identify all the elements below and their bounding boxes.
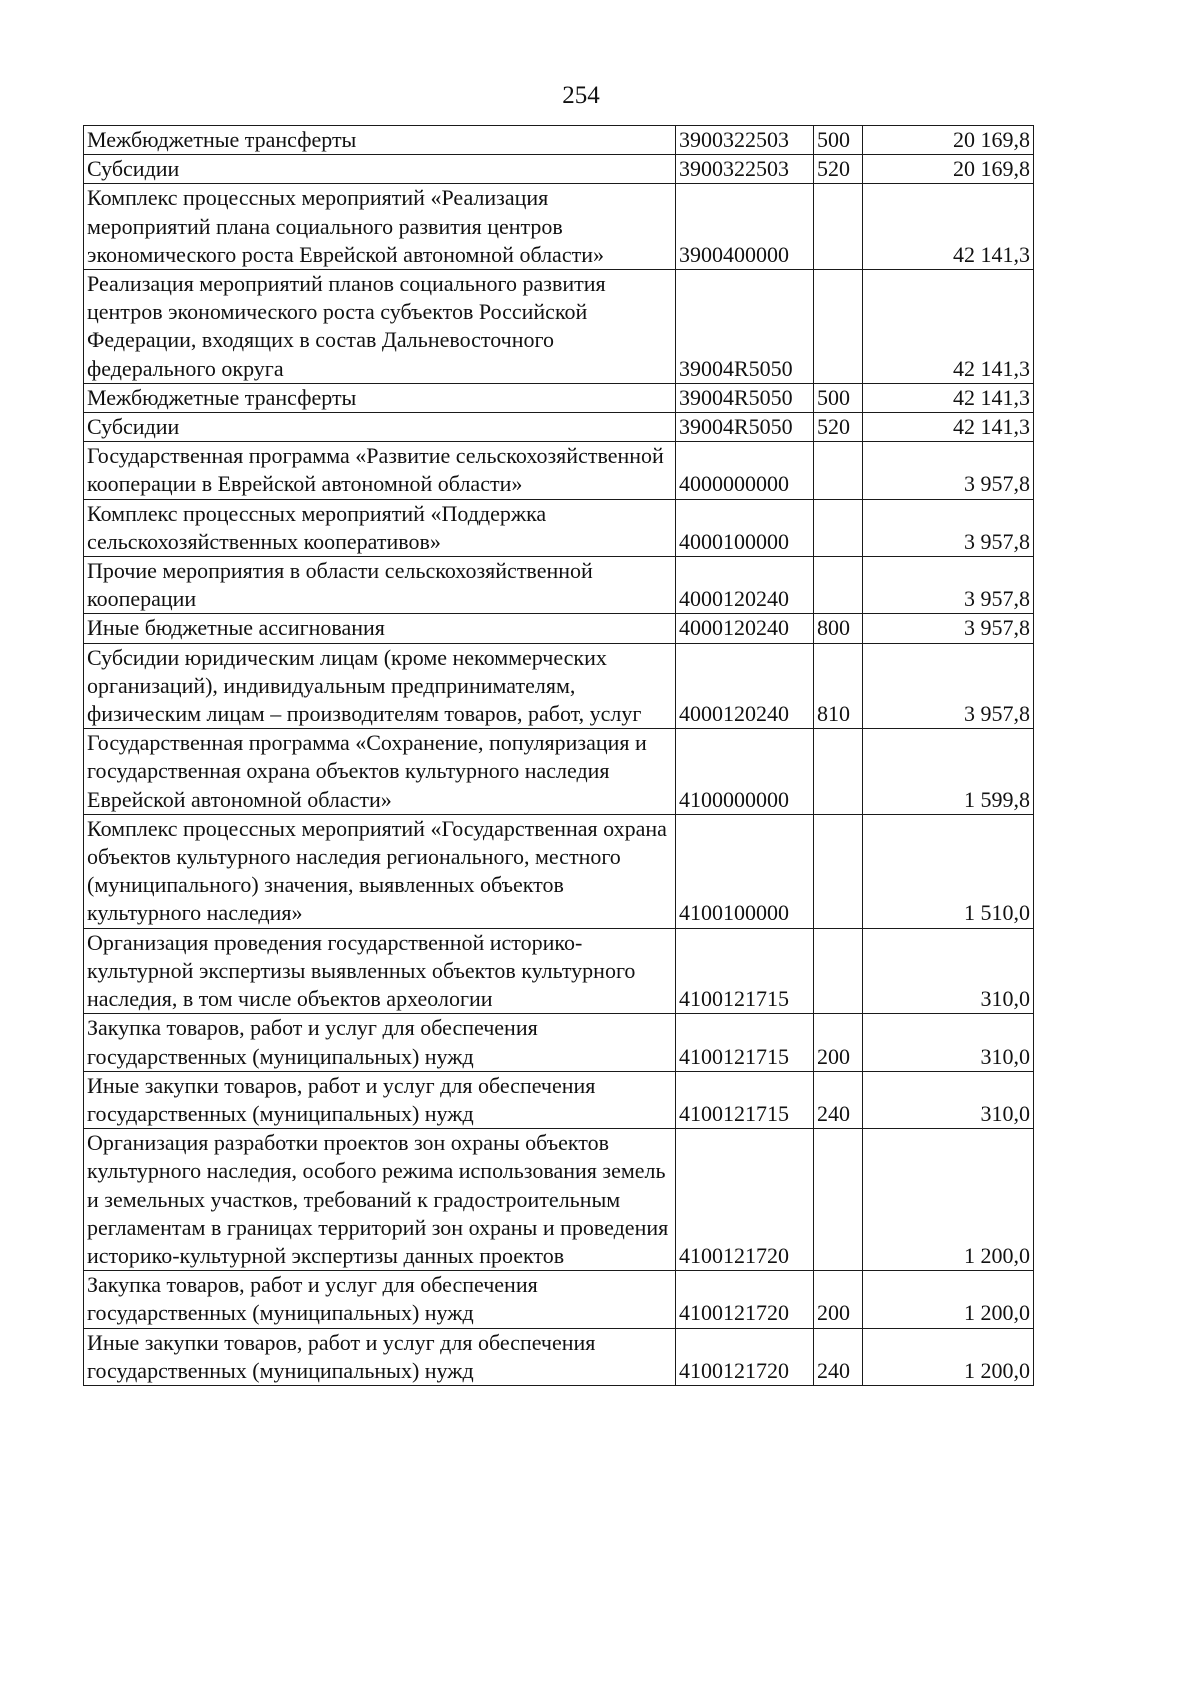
- row-sum: 1 599,8: [863, 729, 1034, 815]
- table-row: [84, 442, 1034, 499]
- row-code: 4000000000: [676, 442, 814, 499]
- row-name: Закупка товаров, работ и услуг для обеспечения государственных (муниципальных) нужд: [84, 1014, 676, 1071]
- row-name: Иные бюджетные ассигнования: [84, 614, 676, 643]
- row-expense-type: [814, 557, 863, 614]
- row-sum: 1 200,0: [863, 1271, 1034, 1328]
- row-sum: 310,0: [863, 1071, 1034, 1128]
- row-sum: 3 957,8: [863, 614, 1034, 643]
- row-expense-type: [814, 442, 863, 499]
- table-row: [84, 1328, 1034, 1385]
- row-name: Комплекс процессных мероприятий «Поддержка сельскохозяйственных кооперативов»: [84, 499, 676, 556]
- row-code: 4000100000: [676, 499, 814, 556]
- row-expense-type: [814, 499, 863, 556]
- table-row: [84, 126, 1034, 155]
- row-expense-type: 810: [814, 643, 863, 729]
- row-code: 4100100000: [676, 814, 814, 928]
- row-sum: 1 200,0: [863, 1328, 1034, 1385]
- row-expense-type: [814, 1129, 863, 1271]
- row-sum: 20 169,8: [863, 126, 1034, 155]
- row-code: 4100000000: [676, 729, 814, 815]
- row-sum: 42 141,3: [863, 383, 1034, 412]
- row-name: Комплекс процессных мероприятий «Реализация мероприятий плана социального развития центров экономического роста Еврейской автономной области»: [84, 184, 676, 270]
- table-row: [84, 1129, 1034, 1271]
- row-sum: 310,0: [863, 1014, 1034, 1071]
- row-sum: 3 957,8: [863, 499, 1034, 556]
- row-expense-type: 200: [814, 1014, 863, 1071]
- row-code: 4100121715: [676, 1071, 814, 1128]
- row-expense-type: 500: [814, 126, 863, 155]
- row-sum: 3 957,8: [863, 557, 1034, 614]
- row-name: Комплекс процессных мероприятий «Государственная охрана объектов культурного наследия регионального, местного (муниципального) значения, выявленных объектов культурного наследия»: [84, 814, 676, 928]
- table-row: [84, 499, 1034, 556]
- row-code: 39004R5050: [676, 270, 814, 384]
- row-name: Субсидии: [84, 413, 676, 442]
- row-expense-type: 800: [814, 614, 863, 643]
- row-expense-type: 200: [814, 1271, 863, 1328]
- row-sum: 1 510,0: [863, 814, 1034, 928]
- row-sum: 42 141,3: [863, 270, 1034, 384]
- row-sum: 42 141,3: [863, 413, 1034, 442]
- row-sum: 1 200,0: [863, 1129, 1034, 1271]
- table-row: [84, 383, 1034, 412]
- row-expense-type: [814, 270, 863, 384]
- row-expense-type: 520: [814, 155, 863, 184]
- table-row: [84, 928, 1034, 1014]
- row-sum: 20 169,8: [863, 155, 1034, 184]
- row-code: 3900322503: [676, 126, 814, 155]
- row-expense-type: 240: [814, 1328, 863, 1385]
- row-name: Государственная программа «Сохранение, популяризация и государственная охрана объектов культурного наследия Еврейской автономной области»: [84, 729, 676, 815]
- row-name: Субсидии: [84, 155, 676, 184]
- row-code: 3900322503: [676, 155, 814, 184]
- row-name: Закупка товаров, работ и услуг для обеспечения государственных (муниципальных) нужд: [84, 1271, 676, 1328]
- row-code: 4000120240: [676, 643, 814, 729]
- table-row: [84, 614, 1034, 643]
- row-expense-type: 240: [814, 1071, 863, 1128]
- row-expense-type: [814, 184, 863, 270]
- row-name: Прочие мероприятия в области сельскохозяйственной кооперации: [84, 557, 676, 614]
- table-row: [84, 814, 1034, 928]
- table-row: [84, 184, 1034, 270]
- row-expense-type: [814, 814, 863, 928]
- row-name: Организация проведения государственной историко-культурной экспертизы выявленных объектов культурного наследия, в том числе объектов археологии: [84, 928, 676, 1014]
- row-expense-type: [814, 729, 863, 815]
- table-row: [84, 1071, 1034, 1128]
- row-code: 4100121720: [676, 1328, 814, 1385]
- row-name: Иные закупки товаров, работ и услуг для обеспечения государственных (муниципальных) нужд: [84, 1071, 676, 1128]
- table-row: [84, 557, 1034, 614]
- budget-table-body: [84, 126, 1034, 1386]
- row-name: Иные закупки товаров, работ и услуг для обеспечения государственных (муниципальных) нужд: [84, 1328, 676, 1385]
- row-code: 4100121715: [676, 928, 814, 1014]
- table-row: [84, 1271, 1034, 1328]
- row-sum: 42 141,3: [863, 184, 1034, 270]
- row-code: 4100121720: [676, 1271, 814, 1328]
- row-sum: 3 957,8: [863, 442, 1034, 499]
- row-expense-type: [814, 928, 863, 1014]
- table-row: [84, 1014, 1034, 1071]
- table-row: [84, 413, 1034, 442]
- row-name: Межбюджетные трансферты: [84, 383, 676, 412]
- budget-table: [83, 125, 1034, 1386]
- row-expense-type: 500: [814, 383, 863, 412]
- row-expense-type: 520: [814, 413, 863, 442]
- row-code: 4000120240: [676, 557, 814, 614]
- row-name: Реализация мероприятий планов социального развития центров экономического роста субъектов Российской Федерации, входящих в состав Дальневосточного федерального округа: [84, 270, 676, 384]
- page-number: 254: [562, 82, 600, 109]
- row-code: 39004R5050: [676, 413, 814, 442]
- row-name: Организация разработки проектов зон охраны объектов культурного наследия, особого режима использования земель и земельных участков, требований к градостроительным регламентам в границах территорий зон охраны и проведения историко-культурной экспертизы данных проектов: [84, 1129, 676, 1271]
- table-row: [84, 643, 1034, 729]
- row-code: 4100121720: [676, 1129, 814, 1271]
- row-code: 3900400000: [676, 184, 814, 270]
- row-name: Межбюджетные трансферты: [84, 126, 676, 155]
- row-name: Государственная программа «Развитие сельскохозяйственной кооперации в Еврейской автономной области»: [84, 442, 676, 499]
- table-row: [84, 270, 1034, 384]
- row-sum: 3 957,8: [863, 643, 1034, 729]
- row-code: 39004R5050: [676, 383, 814, 412]
- table-row: [84, 729, 1034, 815]
- row-code: 4000120240: [676, 614, 814, 643]
- table-row: [84, 155, 1034, 184]
- row-sum: 310,0: [863, 928, 1034, 1014]
- row-name: Субсидии юридическим лицам (кроме некоммерческих организаций), индивидуальным предпринимателям, физическим лицам – производителям товаров, работ, услуг: [84, 643, 676, 729]
- row-code: 4100121715: [676, 1014, 814, 1071]
